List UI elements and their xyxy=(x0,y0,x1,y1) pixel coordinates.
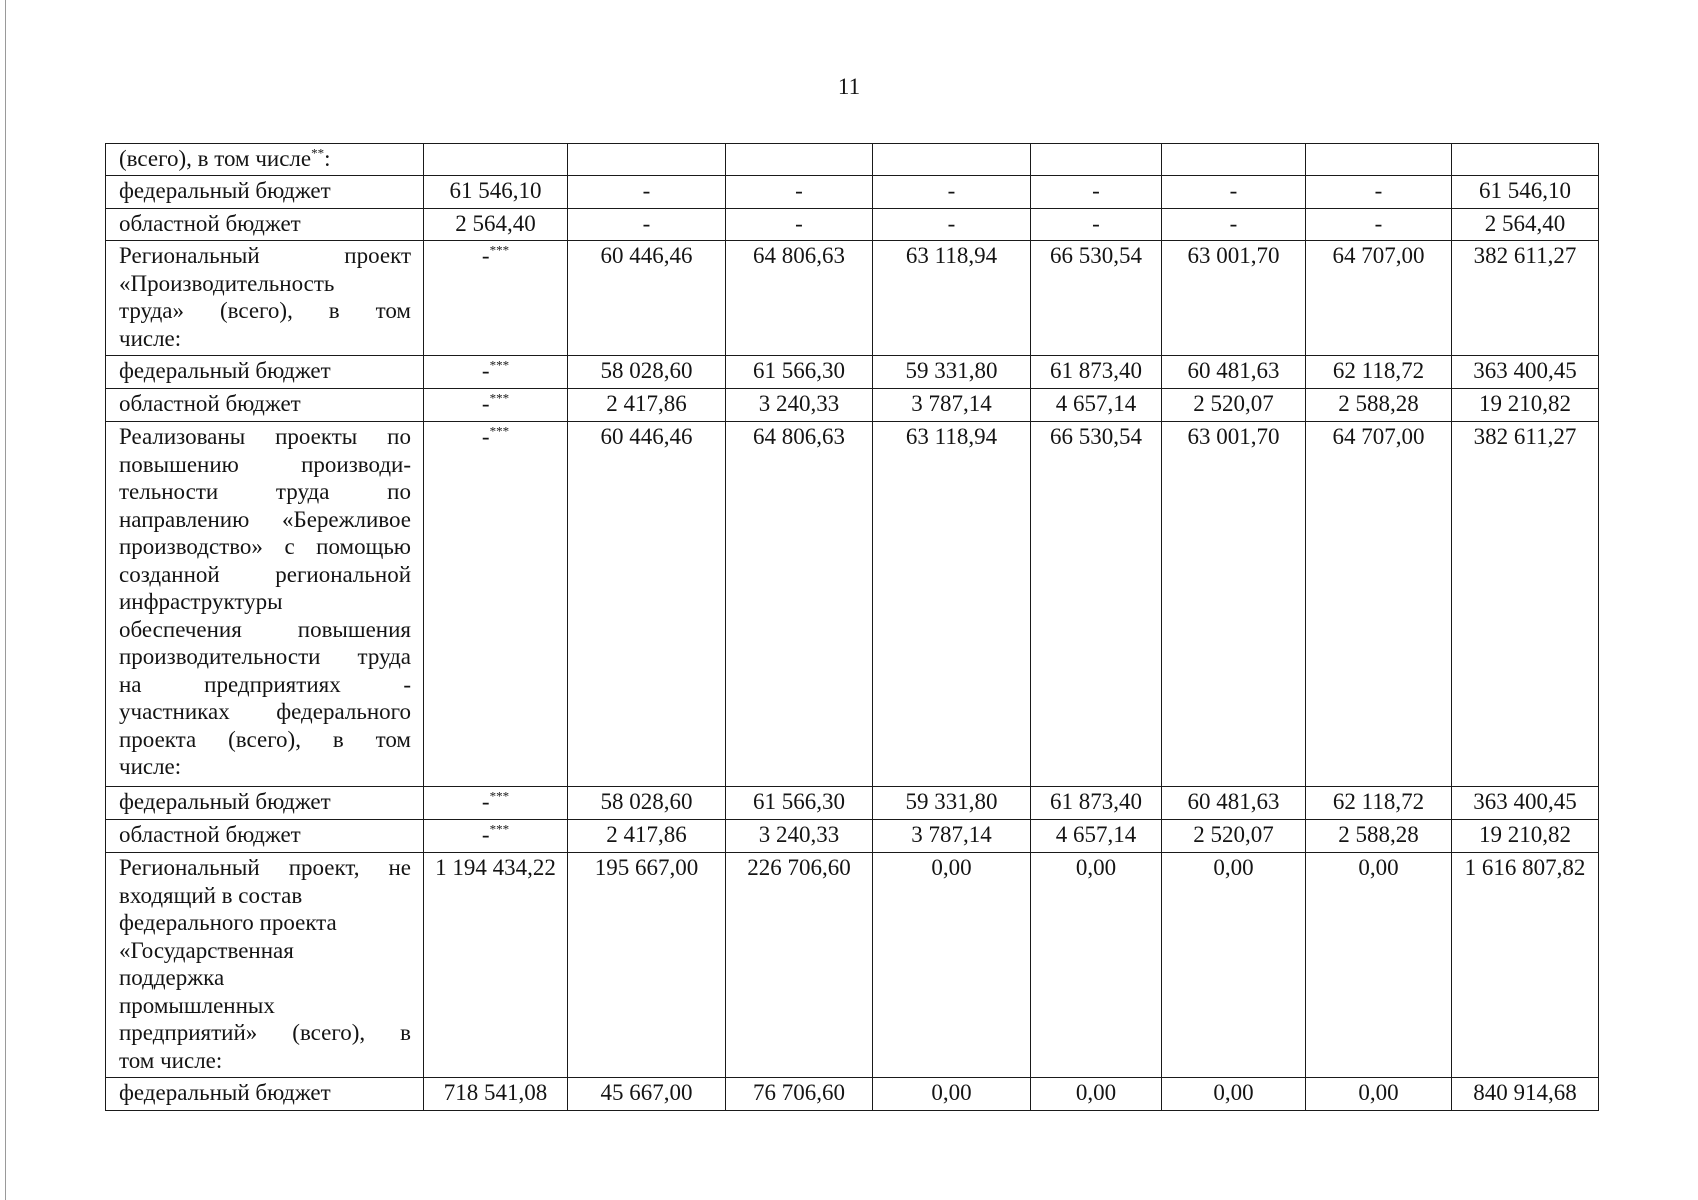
amount-cell: 61 566,30 xyxy=(726,787,873,820)
amount-cell xyxy=(424,389,568,422)
table-row xyxy=(106,209,1599,241)
amount-cell: 1 194 434,22 xyxy=(424,853,568,1078)
row-label-line: проекта (всего), в том xyxy=(119,726,411,752)
amount-cell: 0,00 xyxy=(1031,1078,1162,1111)
amount-cell: 63 118,94 xyxy=(873,422,1031,787)
amount-cell xyxy=(424,787,568,820)
amount-cell xyxy=(424,422,568,787)
row-label-line: тельности труда по xyxy=(119,479,411,504)
row-label-line: числе: xyxy=(119,754,182,779)
row-label-text: (всего), в том числе xyxy=(119,146,312,171)
amount-cell: 58 028,60 xyxy=(568,787,726,820)
amount-cell: 226 706,60 xyxy=(726,853,873,1078)
amount-cell xyxy=(1162,144,1306,176)
row-label-line: инфраструктуры xyxy=(119,589,283,614)
amount-cell: 60 481,63 xyxy=(1162,356,1306,389)
amount-text: - xyxy=(481,424,490,449)
amount-cell: 2 520,07 xyxy=(1162,820,1306,853)
amount-cell xyxy=(726,144,873,176)
table-row xyxy=(106,389,1599,422)
footnote-marker: *** xyxy=(489,390,510,406)
row-label xyxy=(106,209,424,241)
amount-cell xyxy=(424,241,568,356)
budget-table xyxy=(105,143,1599,1111)
row-label-line: числе: xyxy=(119,325,182,351)
amount-cell: 718 541,08 xyxy=(424,1078,568,1111)
row-label xyxy=(106,389,424,422)
amount-cell: 59 331,80 xyxy=(873,787,1031,820)
amount-cell: - xyxy=(873,176,1031,209)
footnote-marker: *** xyxy=(489,821,510,837)
amount-cell: - xyxy=(1031,176,1162,209)
row-label xyxy=(106,144,424,176)
row-label-suffix: : xyxy=(324,146,331,171)
row-label-line: производительности труда xyxy=(119,644,411,669)
row-label-line: «Государственная xyxy=(119,937,294,963)
amount-cell: 0,00 xyxy=(1031,853,1162,1078)
amount-cell xyxy=(873,144,1031,176)
row-label-line: участниках федерального xyxy=(119,699,411,724)
row-label-line xyxy=(119,145,411,173)
amount-text: - xyxy=(481,789,490,814)
amount-cell: - xyxy=(726,176,873,209)
amount-cell: 64 707,00 xyxy=(1306,241,1452,356)
amount-cell: 60 446,46 xyxy=(568,422,726,787)
row-label-line: промышленных xyxy=(119,992,275,1018)
amount-cell: - xyxy=(1306,209,1452,241)
amount-cell: 4 657,14 xyxy=(1031,389,1162,422)
amount-cell: 3 240,33 xyxy=(726,389,873,422)
amount-cell: 382 611,27 xyxy=(1452,422,1599,787)
row-label xyxy=(106,820,424,853)
row-label-line: производство» с помощью xyxy=(119,534,411,559)
amount-cell xyxy=(1306,144,1452,176)
amount-cell: 66 530,54 xyxy=(1031,241,1162,356)
amount-cell: 2 564,40 xyxy=(1452,209,1599,241)
table-row xyxy=(106,356,1599,389)
page-number: 11 xyxy=(837,74,861,99)
amount-cell: 62 118,72 xyxy=(1306,356,1452,389)
amount-cell: 0,00 xyxy=(1162,1078,1306,1111)
row-label-line: «Производительность xyxy=(119,270,335,296)
amount-cell: 2 564,40 xyxy=(424,209,568,241)
footnote-marker: *** xyxy=(489,788,510,804)
row-label-line: федеральный бюджет xyxy=(119,178,331,203)
amount-cell: 64 806,63 xyxy=(726,422,873,787)
amount-cell: 60 481,63 xyxy=(1162,787,1306,820)
amount-cell: 58 028,60 xyxy=(568,356,726,389)
row-label-line: федеральный бюджет xyxy=(119,789,331,814)
amount-cell: 59 331,80 xyxy=(873,356,1031,389)
amount-cell: 64 707,00 xyxy=(1306,422,1452,787)
table-row xyxy=(106,1078,1599,1111)
row-label xyxy=(106,241,424,356)
amount-cell: 0,00 xyxy=(1306,1078,1452,1111)
amount-cell: 3 787,14 xyxy=(873,389,1031,422)
amount-cell xyxy=(424,356,568,389)
table-row xyxy=(106,787,1599,820)
amount-cell: 1 616 807,82 xyxy=(1452,853,1599,1078)
row-label-line: Реализованы проекты по xyxy=(119,424,411,449)
row-label xyxy=(106,356,424,389)
row-label xyxy=(106,422,424,787)
row-label-line: федерального проекта xyxy=(119,910,337,935)
amount-cell: 2 417,86 xyxy=(568,820,726,853)
table-row xyxy=(106,176,1599,209)
row-label-line: Региональный проект, не xyxy=(119,855,411,880)
amount-text: - xyxy=(481,358,490,383)
row-label-line: обеспечения повышения xyxy=(119,616,411,642)
amount-cell: 64 806,63 xyxy=(726,241,873,356)
amount-cell: 19 210,82 xyxy=(1452,389,1599,422)
table-row xyxy=(106,820,1599,853)
amount-cell xyxy=(568,144,726,176)
amount-cell xyxy=(1031,144,1162,176)
row-label-line: предприятий» (всего), в xyxy=(119,1020,411,1045)
amount-cell: 2 520,07 xyxy=(1162,389,1306,422)
row-label-line: входящий в состав xyxy=(119,882,303,908)
amount-cell: 61 546,10 xyxy=(424,176,568,209)
amount-cell: - xyxy=(726,209,873,241)
row-label-line: областной бюджет xyxy=(119,822,301,847)
footnote-marker: ** xyxy=(311,145,325,161)
amount-text: - xyxy=(481,243,490,268)
amount-text: - xyxy=(481,391,490,416)
amount-cell: 2 588,28 xyxy=(1306,820,1452,853)
amount-cell xyxy=(424,820,568,853)
row-label xyxy=(106,176,424,209)
amount-text: - xyxy=(481,822,490,847)
amount-cell: - xyxy=(1306,176,1452,209)
amount-cell: 2 588,28 xyxy=(1306,389,1452,422)
amount-cell: 61 873,40 xyxy=(1031,356,1162,389)
table-row xyxy=(106,422,1599,787)
amount-cell: - xyxy=(1162,176,1306,209)
amount-cell: 195 667,00 xyxy=(568,853,726,1078)
amount-cell: - xyxy=(1031,209,1162,241)
amount-cell: 0,00 xyxy=(873,1078,1031,1111)
row-label xyxy=(106,1078,424,1111)
amount-cell: 382 611,27 xyxy=(1452,241,1599,356)
amount-cell: 4 657,14 xyxy=(1031,820,1162,853)
budget-table-body xyxy=(106,144,1599,1111)
amount-cell xyxy=(1452,144,1599,176)
row-label xyxy=(106,853,424,1078)
amount-cell xyxy=(424,144,568,176)
footnote-marker: *** xyxy=(489,242,510,258)
row-label-line: поддержка xyxy=(119,965,225,990)
row-label-line: повышению производи- xyxy=(119,451,411,477)
amount-cell: 61 566,30 xyxy=(726,356,873,389)
amount-cell: 3 787,14 xyxy=(873,820,1031,853)
amount-cell: 63 001,70 xyxy=(1162,422,1306,787)
amount-cell: 63 118,94 xyxy=(873,241,1031,356)
amount-cell: 63 001,70 xyxy=(1162,241,1306,356)
row-label-line: направлению «Бережливое xyxy=(119,506,411,532)
amount-cell: 45 667,00 xyxy=(568,1078,726,1111)
amount-cell: - xyxy=(568,209,726,241)
footnote-marker: *** xyxy=(489,357,510,373)
scan-edge-line xyxy=(5,0,6,1200)
row-label xyxy=(106,787,424,820)
row-label-line: федеральный бюджет xyxy=(119,1080,331,1105)
row-label-line: труда» (всего), в том xyxy=(119,298,411,323)
amount-cell: 0,00 xyxy=(1162,853,1306,1078)
row-label-line: том числе: xyxy=(119,1047,223,1073)
amount-cell: 3 240,33 xyxy=(726,820,873,853)
amount-cell: - xyxy=(873,209,1031,241)
amount-cell: 0,00 xyxy=(873,853,1031,1078)
amount-cell: 363 400,45 xyxy=(1452,356,1599,389)
amount-cell: 2 417,86 xyxy=(568,389,726,422)
amount-cell: 61 873,40 xyxy=(1031,787,1162,820)
amount-cell: 60 446,46 xyxy=(568,241,726,356)
amount-cell: 76 706,60 xyxy=(726,1078,873,1111)
table-row xyxy=(106,853,1599,1078)
row-label-line: созданной региональной xyxy=(119,561,411,587)
table-row xyxy=(106,144,1599,176)
row-label-line: федеральный бюджет xyxy=(119,358,331,383)
table-row xyxy=(106,241,1599,356)
row-label-line: областной бюджет xyxy=(119,211,301,236)
footnote-marker: *** xyxy=(489,423,510,439)
row-label-line: областной бюджет xyxy=(119,391,301,416)
amount-cell: 66 530,54 xyxy=(1031,422,1162,787)
amount-cell: - xyxy=(568,176,726,209)
amount-cell: 0,00 xyxy=(1306,853,1452,1078)
amount-cell: 62 118,72 xyxy=(1306,787,1452,820)
row-label-line: Региональный проект xyxy=(119,243,411,268)
amount-cell: - xyxy=(1162,209,1306,241)
row-label-line: на предприятиях - xyxy=(119,671,411,697)
amount-cell: 19 210,82 xyxy=(1452,820,1599,853)
amount-cell: 363 400,45 xyxy=(1452,787,1599,820)
amount-cell: 61 546,10 xyxy=(1452,176,1599,209)
amount-cell: 840 914,68 xyxy=(1452,1078,1599,1111)
